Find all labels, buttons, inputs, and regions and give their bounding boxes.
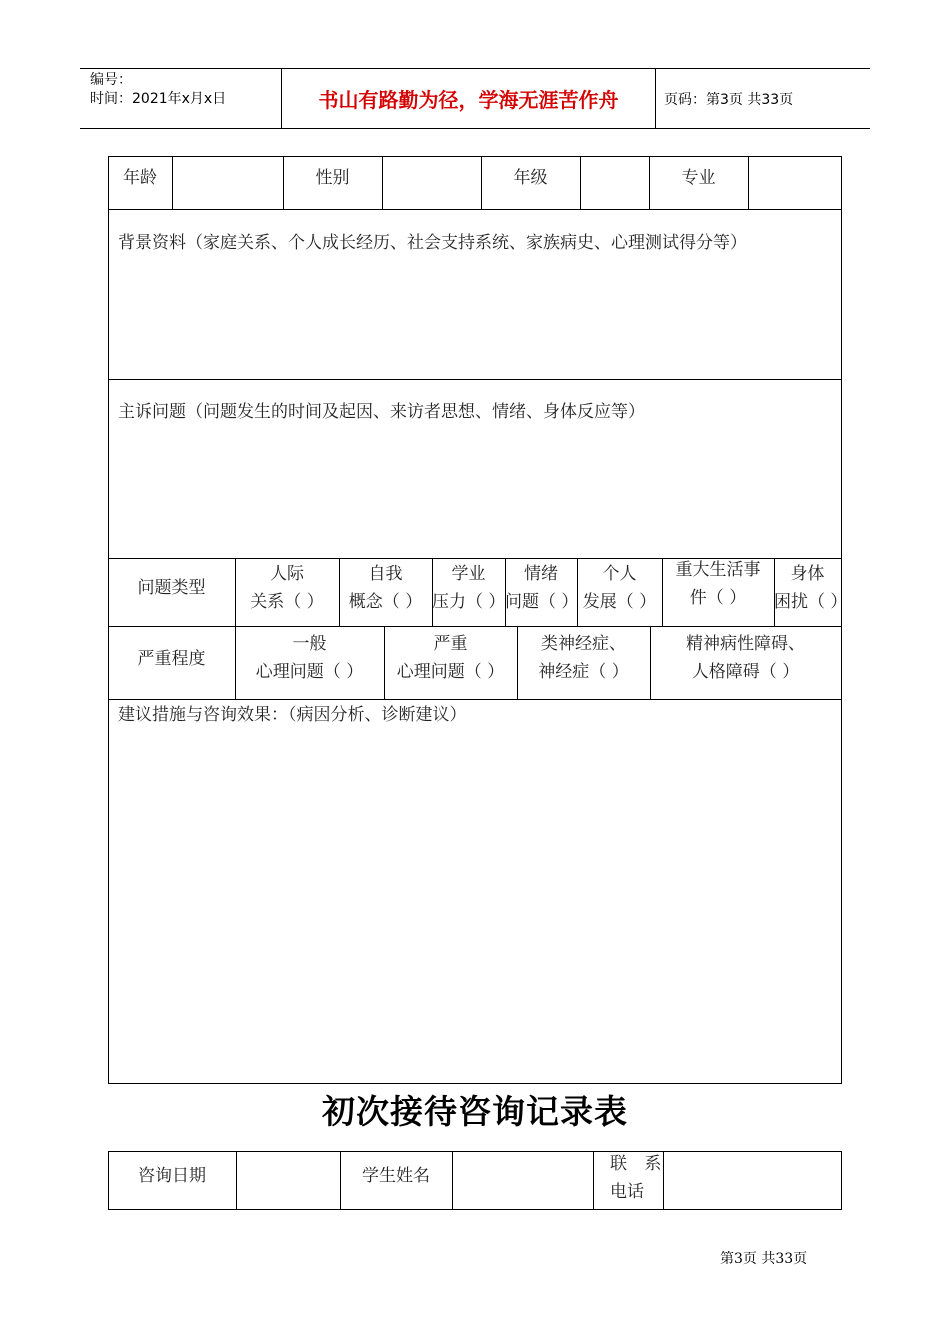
severity-option[interactable]: 类神经症、 神经症（ ） — [538, 634, 629, 682]
page-footer: 第3页 共33页 — [720, 1251, 808, 1267]
row-sep-1 — [108, 209, 842, 210]
problem-type-label: 问题类型 — [137, 578, 206, 598]
header-top-rule — [80, 68, 870, 69]
table-border-left — [108, 156, 109, 1084]
suggestion-section: 建议措施与咨询效果：（病因分析、诊断建议） — [118, 705, 467, 725]
label-grade: 年级 — [513, 168, 548, 188]
header-time: 时间：2021年x月x日 — [90, 91, 227, 107]
severity-option[interactable]: 精神病性障碍、 人格障碍（ ） — [686, 634, 805, 682]
header-page-info: 页码：第3页 共33页 — [664, 92, 794, 108]
bt-top — [108, 1151, 842, 1152]
problem-type-option[interactable]: 人际 关系（ ） — [250, 564, 324, 612]
r1-v7 — [748, 156, 749, 209]
problem-type-option[interactable]: 身体 困扰（ ） — [774, 564, 848, 612]
label-student-name: 学生姓名 — [362, 1166, 430, 1186]
problem-type-option[interactable]: 重大生活事 件（ ） — [675, 560, 761, 608]
header-motto: 书山有路勤为径，学海无涯苦作舟 — [318, 88, 619, 112]
label-major: 专业 — [681, 168, 716, 188]
severity-option[interactable]: 严重 心理问题（ ） — [396, 634, 505, 682]
severity-option[interactable]: 一般 心理问题（ ） — [255, 634, 364, 682]
bt-bottom — [108, 1209, 842, 1210]
problem-type-option[interactable]: 情绪 问题（ ） — [505, 564, 579, 612]
severity-label: 严重程度 — [137, 649, 206, 669]
form-title: 初次接待咨询记录表 — [322, 1092, 628, 1131]
bt-v6 — [841, 1151, 842, 1209]
table-border-right — [841, 156, 842, 1084]
problem-type-option[interactable]: 个人 发展（ ） — [582, 564, 657, 612]
row-sep-2 — [108, 379, 842, 380]
header-bottom-rule — [80, 128, 870, 129]
bt-v3 — [452, 1151, 453, 1209]
table-border-top — [108, 156, 842, 157]
problem-type-option[interactable]: 学业 压力（ ） — [432, 564, 506, 612]
background-section: 背景资料（家庭关系、个人成长经历、社会支持系统、家族病史、心理测试得分等） — [118, 233, 747, 253]
row-sep-5 — [108, 699, 842, 700]
header-number: 编号： — [90, 72, 132, 88]
row-sep-4 — [108, 626, 842, 627]
label-consult-date: 咨询日期 — [138, 1166, 206, 1186]
label-contact-phone: 联 系 电话 — [610, 1154, 668, 1202]
label-gender: 性别 — [315, 168, 350, 188]
bt-v1 — [236, 1151, 237, 1209]
table-border-bottom — [108, 1083, 842, 1084]
problem-type-option[interactable]: 自我 概念（ ） — [348, 564, 423, 612]
bt-v4 — [593, 1151, 594, 1209]
complaint-section: 主诉问题（问题发生的时间及起因、来访者思想、情绪、身体反应等） — [118, 402, 645, 422]
header-divider-right — [655, 68, 656, 129]
label-age: 年龄 — [123, 168, 157, 188]
r1-v3 — [382, 156, 383, 209]
r1-v5 — [580, 156, 581, 209]
r1-v1 — [172, 156, 173, 209]
